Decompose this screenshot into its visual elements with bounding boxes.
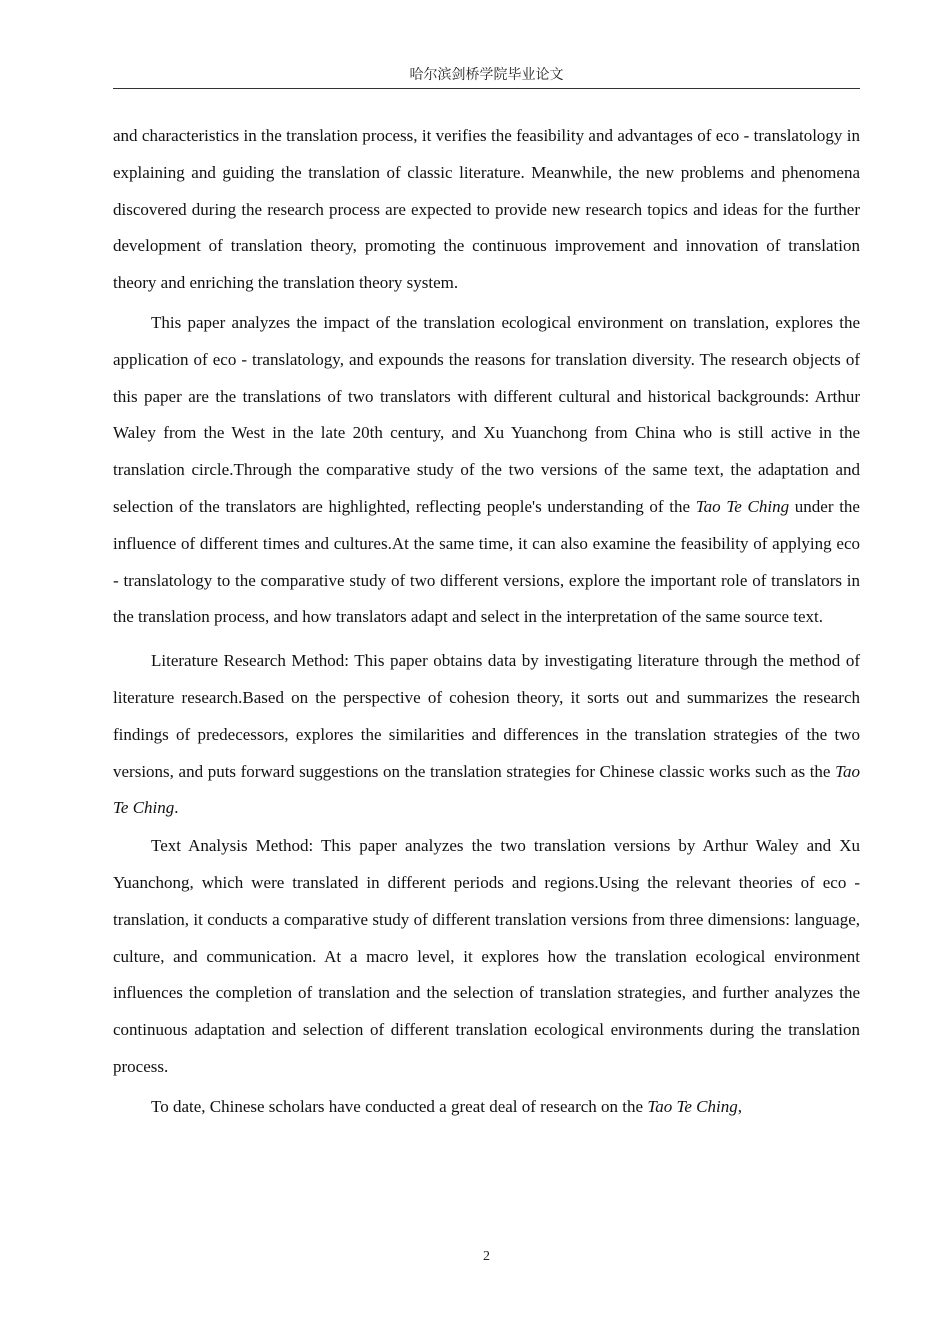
paragraph-text: . (174, 798, 179, 818)
paragraph-text: under the influence of different times and cultures.At the same time, it can also examine the feasibility of applying eco - translatology to the comparative study of two different versions, explore the important role of translators in the translation process, and how translators adapt and select in the interpretation of the same source text. (113, 496, 860, 627)
body-text (113, 118, 860, 1126)
book-title-italic: Tao Te Ching (647, 1096, 738, 1116)
page-number: 2 (483, 1249, 490, 1264)
paragraph-text-analysis-method (113, 828, 860, 1086)
header-rule (113, 88, 860, 89)
paragraph-text: Text Analysis Method: This paper analyzes the two translation versions by Arthur Waley and Xu Yuanchong, which were translated in different periods and regions.Using the relevant theories of eco - translation, it conducts a comparative study of different translation versions from three dimensions: language, culture, and communication. At a macro level, it explores how the translation ecological environment influences the completion of translation and the selection of translation strategies, and further analyzes the continuous adaptation and selection of different translation ecological environments during the translation process. (113, 836, 860, 1076)
paragraph-text: and characteristics in the translation process, it verifies the feasibility and advantages of eco - translatology in explaining and guiding the translation of classic literature. Meanwhile, the new problems and phenomena discovered during the research process are expected to provide new research topics and ideas for the further development of translation theory, promoting the continuous improvement and innovation of translation theory and enriching the translation theory system. (113, 126, 860, 293)
paragraph-text: Literature Research Method: This paper obtains data by investigating literature through the method of literature research.Based on the perspective of cohesion theory, it sorts out and summarizes the research findings of predecessors, explores the similarities and differences in the translation strategies of the two versions, and puts forward suggestions on the translation strategies for Chinese classic works such as the (113, 651, 860, 781)
paragraph-literature-method (113, 643, 860, 827)
book-title-italic: Tao Te Ching (113, 761, 860, 818)
book-title-italic: Tao Te Ching (695, 496, 790, 516)
running-header: 哈尔滨剑桥学院毕业论文 (409, 68, 564, 83)
paragraph-continuation (113, 118, 860, 302)
paragraph-literature-review-start (113, 1089, 860, 1126)
paragraph-text: , (737, 1096, 742, 1116)
paragraph-text: To date, Chinese scholars have conducted a great deal of research on the (151, 1096, 648, 1116)
paragraph-research-overview (113, 305, 860, 636)
paragraph-text: This paper analyzes the impact of the translation ecological environment on translation, explores the application of eco - translatology, and expounds the reasons for translation diversity. The research objects of this paper are the translations of two translators with different cultural and historical backgrounds: Arthur Waley from the West in the late 20th century, and Xu Yuanchong from China who is still active in the translation circle.Through the comparative study of the two versions of the same text, the adaptation and selection of the translators are highlighted, reflecting people's understanding of the (113, 312, 860, 516)
